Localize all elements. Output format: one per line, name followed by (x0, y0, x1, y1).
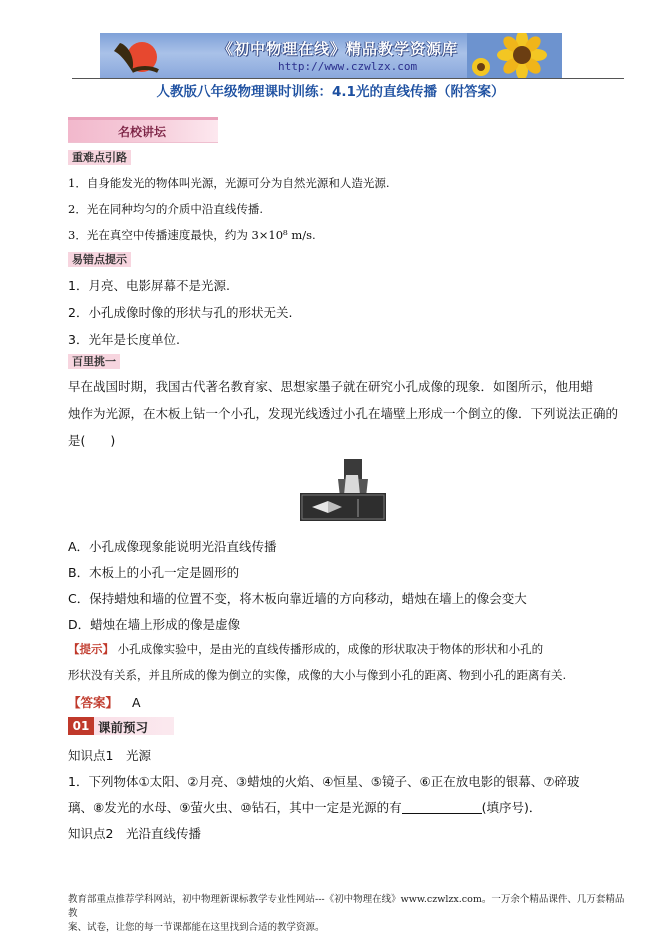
question-line-2: 烛作为光源，在木板上钻一个小孔，发现光线透过小孔在墙壁上形成一个倒立的像．下列说法正确的 (68, 406, 619, 421)
answer-row (68, 693, 141, 711)
key-point-1: 1．自身能发光的物体叫光源，光源可分为自然光源和人造光源. (68, 176, 390, 190)
answer-label: 【答案】 (68, 695, 119, 710)
section-banner-famous (68, 117, 218, 143)
question-line-1: 早在战国时期，我国古代著名教育家、思想家墨子就在研究小孔成像的现象．如图所示，他用蜡 (68, 379, 594, 394)
hint-line-1: 小孔成像实验中，是由光的直线传播形成的，成像的形状取决于物体的形状和小孔的 (117, 642, 544, 656)
document-title: 人教版八年级物理课时训练：4.1光的直线传播（附答案） (156, 84, 505, 100)
banner-title: 《初中物理在线》精品教学资源库 (218, 40, 459, 58)
pinhole-figure (298, 455, 388, 527)
mistake-1: 1．月亮、电影屏幕不是光源. (68, 278, 230, 293)
question-1-suffix: (填序号)． (481, 800, 542, 815)
key-point-2: 2．光在同种均匀的介质中沿直线传播. (68, 202, 263, 216)
section-banner-preview (68, 717, 174, 735)
footer-line-1: 教育部重点推荐学科网站，初中物理新课标教学专业性网站---《初中物理在线》www.czwlzx.com。一万余个精品课件、几万套精品教 (68, 894, 625, 919)
option-c: C．保持蜡烛和墙的位置不变，将木板向靠近墙的方向移动，蜡烛在墙上的像会变大 (68, 591, 527, 606)
tag-example: 百里挑一 (68, 354, 120, 369)
knowledge-point-1-title: 知识点1 光源 (68, 748, 151, 763)
answer-blank[interactable] (402, 801, 482, 814)
banner-url[interactable]: http://www.czwlzx.com (278, 60, 418, 73)
knowledge-point-2-title: 知识点2 光沿直线传播 (68, 826, 201, 841)
question-1-line-2 (68, 798, 541, 816)
tag-mistakes: 易错点提示 (68, 252, 131, 267)
section-number: 01 (68, 717, 94, 735)
option-a: A．小孔成像现象能说明光沿直线传播 (68, 539, 277, 554)
hint-label: 【提示】 (68, 642, 114, 656)
mistake-2: 2．小孔成像时像的形状与孔的形状无关. (68, 305, 293, 320)
mistake-3: 3．光年是长度单位. (68, 332, 180, 347)
header-divider (72, 78, 624, 79)
option-b: B．木板上的小孔一定是圆形的 (68, 565, 240, 580)
site-logo-icon (106, 37, 166, 75)
option-d: D．蜡烛在墙上形成的像是虚像 (68, 617, 241, 632)
header-banner (100, 33, 562, 78)
tag-key-points: 重难点引路 (68, 150, 131, 165)
question-1-line-1: 1．下列物体①太阳、②月亮、③蜡烛的火焰、④恒星、⑤镜子、⑥正在放电影的银幕、⑦碎玻 (68, 774, 580, 789)
question-1-text: 璃、⑧发光的水母、⑨萤火虫、⑩钻石，其中一定是光源的有 (68, 800, 402, 815)
sunflower-icon (467, 33, 562, 78)
key-point-3: 3．光在真空中传播速度最快，约为 3×10⁸ m/s. (68, 228, 316, 242)
answer-value: A (132, 695, 141, 710)
page-footer (68, 893, 628, 935)
hint-block (68, 636, 624, 688)
section-label: 课前预习 (98, 720, 149, 735)
question-line-3: 是( ) (68, 433, 116, 448)
section-banner-label: 名校讲坛 (118, 125, 167, 139)
footer-line-2: 案、试卷，让您的每一节课都能在这里找到合适的教学资源。 (68, 922, 325, 933)
hint-line-2: 形状没有关系，并且所成的像为倒立的实像，成像的大小与像到小孔的距离、物到小孔的距离有关. (68, 668, 567, 682)
